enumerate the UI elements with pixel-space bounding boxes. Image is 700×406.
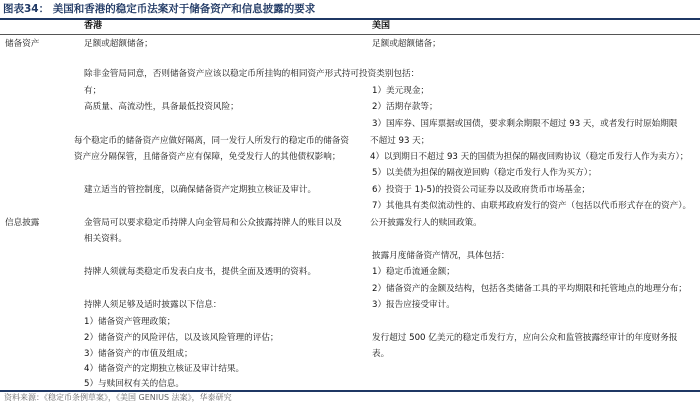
hk-disclosure-line: 4）储备资产的定期独立核证及审计结果。: [84, 364, 245, 374]
us-disclosure-line: 公开披露发行人的赎回政策。: [370, 218, 482, 228]
header-rule: [0, 34, 700, 35]
us-disclosure-line: 1）稳定币流通金额；: [372, 267, 455, 277]
hk-reserve-line: 每个稳定币的储备资产应做好隔离，同一发行人所发行的稳定币的储备资: [74, 136, 350, 146]
us-disclosure-line: 2）储备资产的金额及结构，包括各类储备工具的平均期限和托管地点的地理分布；: [372, 284, 687, 294]
source-note: 资料来源：《稳定币条例草案》，《美国 GENIUS 法案》，华泰研究: [4, 393, 232, 402]
row-label-disclosure: 信息披露: [5, 218, 40, 228]
hk-reserve-line: 高质量、高流动性，具备最低投资风险；: [84, 102, 239, 112]
column-header-us: 美国: [372, 21, 391, 31]
us-reserve-line: 6）投资于 1)-5)的投资公司证券以及政府货币市场基金；: [372, 185, 591, 195]
figure-title: 图表34： 美国和香港的稳定币法案对于储备资产和信息披露的要求: [3, 3, 316, 15]
us-reserve-line: 5）以美债为担保的隔夜逆回购（稳定币发行人作为买方）；: [372, 168, 597, 178]
hk-disclosure-line: 持牌人须足够及适时披露以下信息：: [84, 300, 222, 310]
hk-reserve-line: 建立适当的管控制度，以确保储备资产定期独立核证及审计。: [84, 185, 317, 195]
us-disclosure-line: 3）报告应接受审计。: [372, 300, 455, 310]
hk-disclosure-line: 5）与赎回权有关的信息。: [84, 379, 184, 389]
column-header-hk: 香港: [84, 21, 103, 31]
us-reserve-line: 3）国库券、国库票据或国债，要求剩余期限不超过 93 天，或者发行时原始期限: [372, 119, 678, 129]
hk-disclosure-line: 2）储备资产的风险评估，以及该风险管理的评估；: [84, 333, 279, 343]
hk-disclosure-line: 1）储备资产管理政策；: [84, 317, 176, 327]
hk-disclosure-line: 3）储备资产的市值及组成；: [84, 349, 193, 359]
us-disclosure-line: 披露月度储备资产情况，具体包括：: [372, 251, 510, 261]
hk-disclosure-line: 持牌人须就每类稳定币发表白皮书，提供全面及透明的资料。: [84, 267, 317, 277]
us-reserve-line: 2）活期存款等；: [372, 102, 438, 112]
us-reserve-line: 1）美元现金；: [372, 86, 430, 96]
us-reserve-line: 7）其他具有类似流动性的、由联邦政府发行的资产（包括以代币形式存在的资产）。: [372, 201, 692, 211]
us-reserve-line: 4）以到期日不超过 93 天的国债为担保的隔夜回购协议（稳定币发行人作为卖方）；: [370, 152, 689, 162]
us-reserve-line: 足额或超额储备；: [372, 39, 441, 49]
hk-disclosure-line: 相关资料。: [84, 234, 127, 244]
hk-reserve-line: 资产应分隔保管，且储备资产应有保障，免受发行人的其他债权影响；: [74, 152, 341, 162]
hk-disclosure-line: 金管局可以要求稳定币持牌人向金管局和公众披露持牌人的账目以及: [84, 218, 342, 228]
row-label-reserve: 储备资产: [5, 39, 40, 49]
us-disclosure-line: 发行超过 500 亿美元的稳定币发行方，应向公众和监管披露经审计的年度财务报: [372, 333, 678, 343]
us-disclosure-line: 表。: [372, 349, 390, 359]
hk-reserve-line: 除非金管局同意，否则储备资产应该以稳定币所挂钩的相同资产形式持可投资类别包括：: [84, 69, 420, 79]
us-reserve-line: 不超过 93 天；: [370, 136, 430, 146]
top-rule: [0, 18, 700, 20]
hk-reserve-line: 足额或超额储备；: [84, 39, 153, 49]
hk-reserve-line: 有；: [84, 86, 102, 96]
